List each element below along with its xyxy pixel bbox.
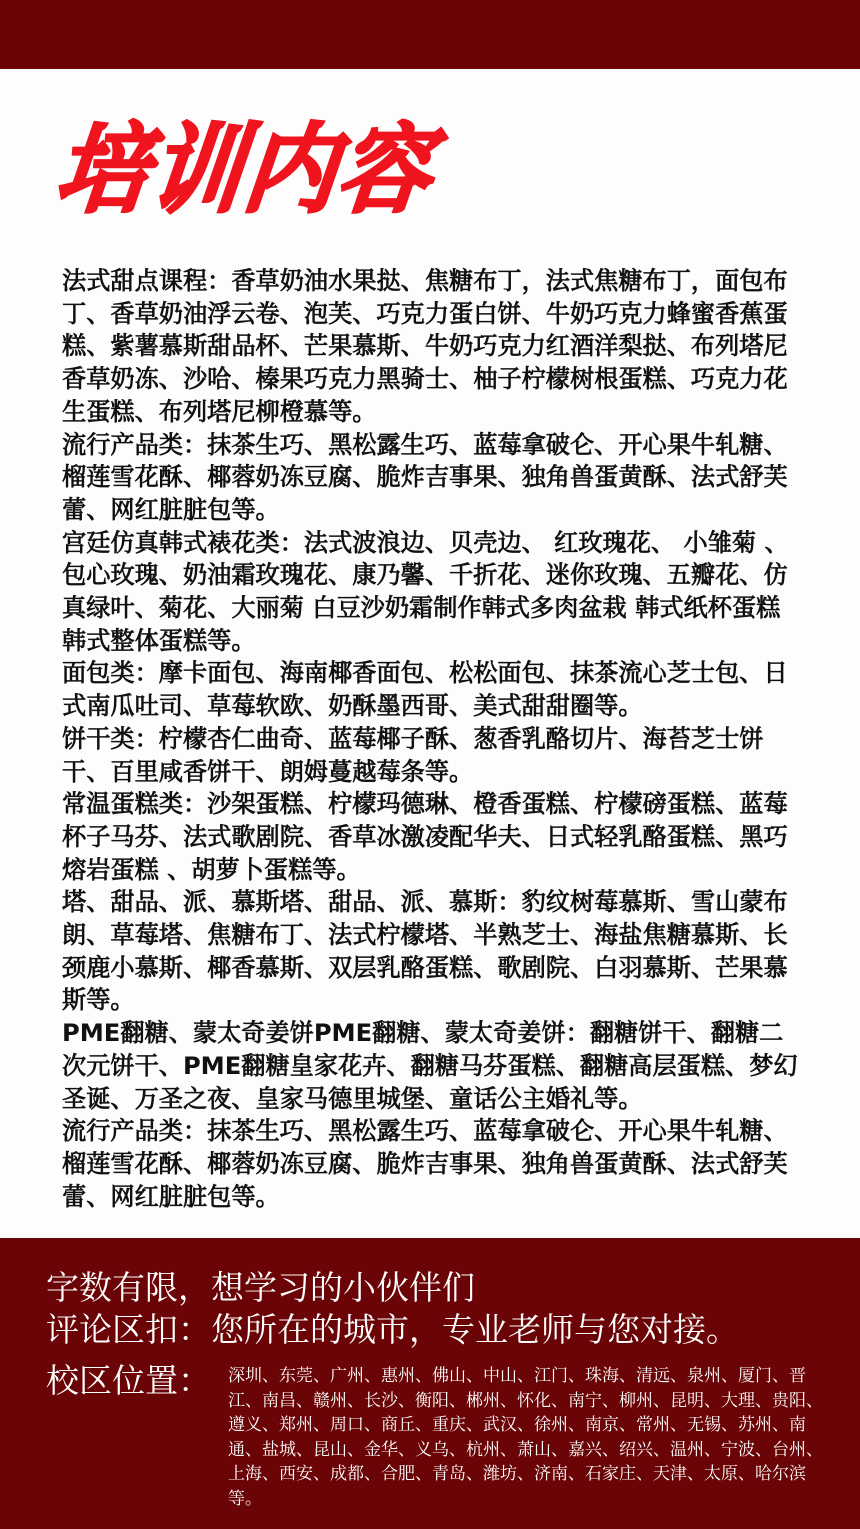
course-popular-products: 流行产品类：抹茶生巧、黑松露生巧、蓝莓拿破仑、开心果牛轧糖、榴莲雪花酥、椰蓉奶冻豆腐、脆炸吉事果、独角兽蛋黄酥、法式舒芙蕾、网红脏脏包等。 xyxy=(62,430,788,524)
course-korean-piping: 宫廷仿真韩式裱花类：法式波浪边、贝壳边、 红玫瑰花、 小雏菊 、包心玫瑰、奶油霜玫瑰花、康乃馨、千折花、迷你玫瑰、五瓣花、仿真绿叶、菊花、大丽菊 白豆沙奶霜制作韩式多肉盆栽 韩式纸杯蛋糕 韩式整体蛋糕等。 xyxy=(62,528,789,655)
course-french-desserts: 法式甜点课程：香草奶油水果挞、焦糖布丁，法式焦糖布丁，面包布丁、香草奶油浮云卷、泡芙、巧克力蛋白饼、牛奶巧克力蜂蜜香蕉蛋糕、紫薯慕斯甜品杯、芒果慕斯、牛奶巧克力红酒洋梨挞、布列塔尼香草奶冻、沙哈、榛果巧克力黑骑士、柚子柠檬树根蛋糕、巧克力花生蛋糕、布列塔尼柳橙慕等。 xyxy=(62,267,788,426)
course-popular-products-2: 流行产品类：抹茶生巧、黑松露生巧、蓝莓拿破仑、开心果牛轧糖、榴莲雪花酥、椰蓉奶冻豆腐、脆炸吉事果、独角兽蛋黄酥、法式舒芙蕾、网红脏脏包等。 xyxy=(62,1117,788,1211)
cta-line-1: 字数有限，想学习的小伙伴们 xyxy=(46,1268,475,1307)
top-banner xyxy=(0,0,860,69)
course-bread: 面包类：摩卡面包、海南椰香面包、松松面包、抹茶流心芝士包、日式南瓜吐司、草莓软欧、奶酥墨西哥、美式甜甜圈等。 xyxy=(62,659,788,721)
campus-label: 校区位置： xyxy=(46,1361,211,1400)
course-fondant: PME翻糖、蒙太奇姜饼PME翻糖、蒙太奇姜饼：翻糖饼干、翻糖二次元饼干、PME翻糖皇家花卉、翻糖马芬蛋糕、翻糖高层蛋糕、梦幻圣诞、万圣之夜、皇家马德里城堡、童话公主婚礼等。 xyxy=(62,1019,798,1113)
course-list xyxy=(62,265,802,1213)
footer-banner xyxy=(0,1238,860,1529)
page-title: 培训内容 xyxy=(50,113,439,227)
course-room-temp-cakes: 常温蛋糕类：沙架蛋糕、柠檬玛德琳、橙香蛋糕、柠檬磅蛋糕、蓝莓杯子马芬、法式歌剧院、香草冰激凌配华夫、日式轻乳酪蛋糕、黑巧熔岩蛋糕 、胡萝卜蛋糕等。 xyxy=(62,790,788,884)
course-tarts-mousse: 塔、甜品、派、慕斯塔、甜品、派、慕斯：豹纹树莓慕斯、雪山蒙布朗、草莓塔、焦糖布丁、法式柠檬塔、半熟芝士、海盐焦糖慕斯、长颈鹿小慕斯、椰香慕斯、双层乳酪蛋糕、歌剧院、白羽慕斯、芒果慕斯等。 xyxy=(62,888,788,1015)
cta-line-2: 评论区扣：您所在的城市，专业老师与您对接。 xyxy=(46,1310,739,1349)
course-cookies: 饼干类：柠檬杏仁曲奇、蓝莓椰子酥、葱香乳酪切片、海苔芝士饼干、百里咸香饼干、朗姆蔓越莓条等。 xyxy=(62,724,764,786)
campus-list: 深圳、东莞、广州、惠州、佛山、中山、江门、珠海、清远、泉州、厦门、晋江、南昌、赣州、长沙、衡阳、郴州、怀化、南宁、柳州、昆明、大理、贵阳、遵义、郑州、周口、商丘、重庆、武汉、徐州、南京、常州、无锡、苏州、南通、盐城、昆山、金华、义乌、杭州、萧山、嘉兴、绍兴、温州、宁波、台州、上海、西安、成都、合肥、青岛、潍坊、济南、石家庄、天津、太原、哈尔滨等。 xyxy=(228,1366,823,1509)
